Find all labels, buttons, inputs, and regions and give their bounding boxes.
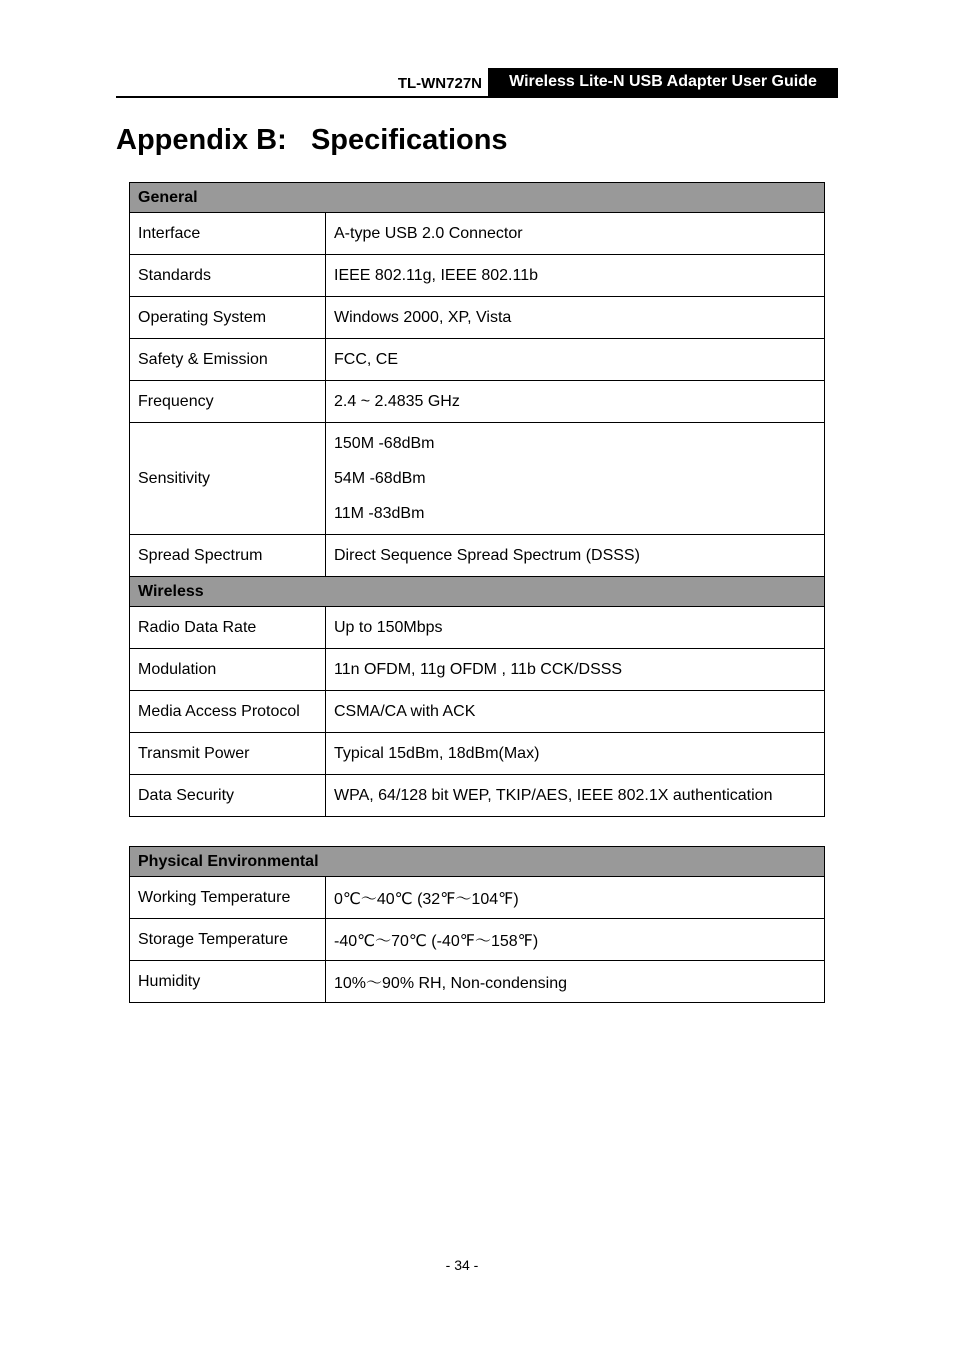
spec-value: IEEE 802.11g, IEEE 802.11b — [326, 255, 825, 297]
page-number: - 34 - — [445, 1257, 479, 1273]
model-name: TL-WN727N — [397, 75, 482, 92]
spec-value: Up to 150Mbps — [326, 607, 825, 649]
specs-table-general-wireless — [129, 182, 825, 817]
spec-label: Media Access Protocol — [130, 691, 326, 733]
spec-value: Windows 2000, XP, Vista — [326, 297, 825, 339]
table-row — [130, 607, 825, 649]
sensitivity-value: 150M -68dBm — [334, 435, 435, 452]
section-title: General — [130, 183, 825, 213]
spec-value: -40℃～70℃ (-40℉～158℉) — [326, 919, 825, 961]
spec-value: 0℃～40℃ (32℉～104℉) — [326, 877, 825, 919]
specs-table-physical — [129, 846, 825, 1003]
spec-value: FCC, CE — [326, 339, 825, 381]
spec-label: Interface — [130, 213, 326, 255]
spec-value: WPA, 64/128 bit WEP, TKIP/AES, IEEE 802.1X authentication — [326, 775, 825, 817]
page-title: Appendix B: Specifications — [116, 124, 508, 156]
section-header-general — [130, 183, 825, 213]
spec-value: 11n OFDM, 11g OFDM , 11b CCK/DSSS — [326, 649, 825, 691]
spec-label: Working Temperature — [130, 877, 326, 919]
spec-value: 2.4 ~ 2.4835 GHz — [326, 381, 825, 423]
table-row — [130, 691, 825, 733]
spec-label: Spread Spectrum — [130, 535, 326, 577]
section-header-wireless — [130, 577, 825, 607]
section-header-physical — [130, 847, 825, 877]
spec-label: Operating System — [130, 297, 326, 339]
spec-label: Modulation — [130, 649, 326, 691]
table-row — [130, 297, 825, 339]
table-row — [130, 213, 825, 255]
spec-label: Sensitivity — [130, 423, 326, 535]
sensitivity-value: 11M -83dBm — [334, 505, 425, 522]
spec-value: Typical 15dBm, 18dBm(Max) — [326, 733, 825, 775]
spec-value: Direct Sequence Spread Spectrum (DSSS) — [326, 535, 825, 577]
spec-label: Frequency — [130, 381, 326, 423]
spec-value: A-type USB 2.0 Connector — [326, 213, 825, 255]
spec-label: Radio Data Rate — [130, 607, 326, 649]
table-row — [130, 255, 825, 297]
table-row — [130, 339, 825, 381]
sensitivity-value: 54M -68dBm — [334, 470, 426, 487]
spec-value: 10%～90% RH, Non-condensing — [326, 961, 825, 1003]
spec-label: Transmit Power — [130, 733, 326, 775]
spec-label: Safety & Emission — [130, 339, 326, 381]
section-title: Physical Environmental — [130, 847, 825, 877]
page-header — [116, 68, 838, 98]
spec-value: CSMA/CA with ACK — [326, 691, 825, 733]
table-row — [130, 775, 825, 817]
table-row — [130, 649, 825, 691]
table-row — [130, 919, 825, 961]
guide-title-banner: Wireless Lite-N USB Adapter User Guide — [488, 68, 838, 96]
table-row — [130, 381, 825, 423]
table-row — [130, 535, 825, 577]
section-title: Wireless — [130, 577, 825, 607]
table-row — [130, 733, 825, 775]
spec-label: Standards — [130, 255, 326, 297]
table-row — [130, 961, 825, 1003]
spec-value-list — [326, 423, 825, 535]
spec-label: Humidity — [130, 961, 326, 1003]
table-row-sensitivity — [130, 423, 825, 535]
spec-label: Data Security — [130, 775, 326, 817]
spec-label: Storage Temperature — [130, 919, 326, 961]
table-row — [130, 877, 825, 919]
